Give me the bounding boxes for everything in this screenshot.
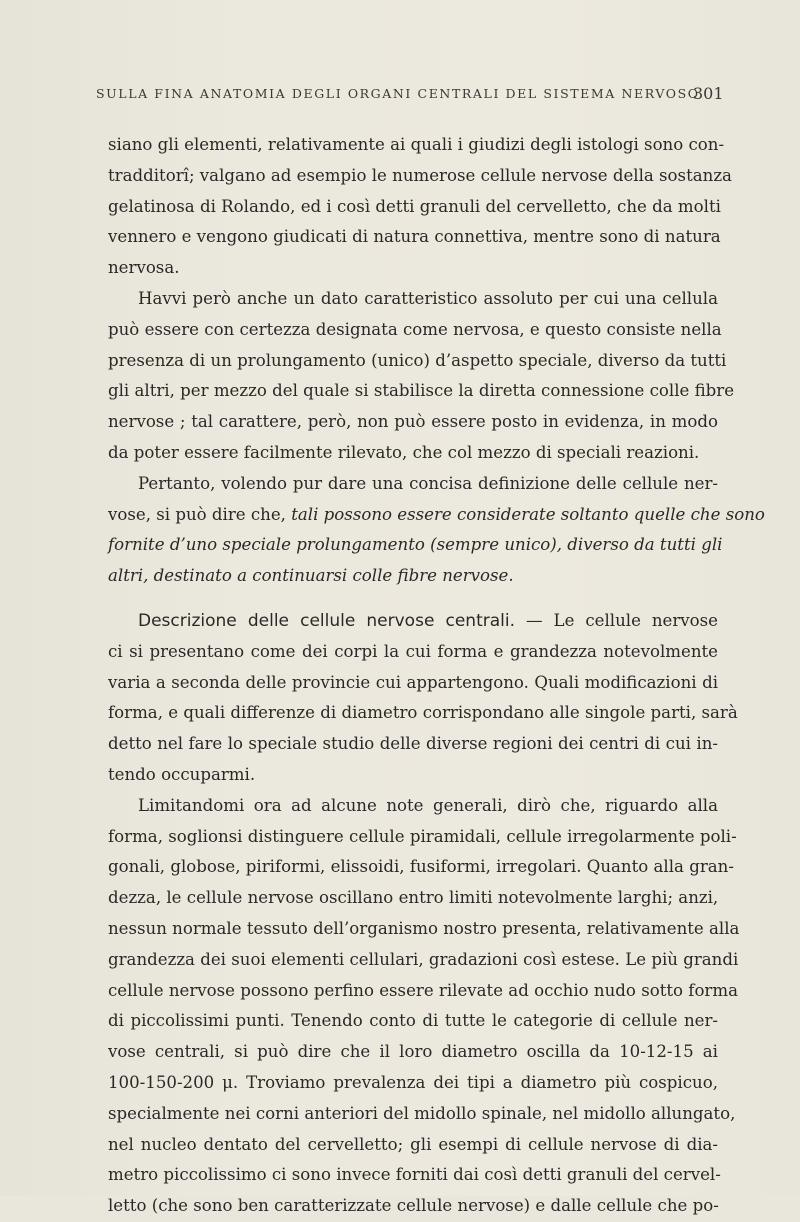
text-line [108,253,718,284]
text-run: nel nucleo dentato del cervelletto; gli esempi di cellule nervose di dia- [108,1134,718,1154]
text-run: Limitandomi ora ad alcune note generali, dirò che, riguardo alla [138,795,718,815]
italic-text: fornite d’uno speciale prolungamento (sempre unico), diverso da tutti gli [108,535,723,555]
running-title: SULLA FINA ANATOMIA DEGLI ORGANI CENTRALI DEL SISTEMA NERVOSO [96,86,700,101]
text-run: tradditorî; valgano ad esempio le numerose cellule nervose della sostanza [108,165,732,185]
text-run: Pertanto, volendo pur dare una concisa definizione delle cellule ner- [138,473,718,493]
text-run: gelatinosa di Rolando, ed i così detti granuli del cervelletto, che da molti [108,196,721,216]
text-line [108,1068,718,1099]
text-run: specialmente nei corni anteriori del midollo spinale, nel midollo allungato, [108,1103,736,1123]
text-run: grandezza dei suoi elementi cellulari, gradazioni così estese. Le più grandi [108,949,739,969]
text-run: da poter essere facilmente rilevato, che col mezzo di speciali reazioni. [108,442,700,462]
text-line [108,852,734,883]
text-line [108,376,735,407]
text-run: forma, soglionsi distinguere cellule piramidali, cellule irregolarmente poli- [108,826,737,846]
text-line [108,346,727,377]
text-line [108,1099,736,1130]
text-run: Havvi però anche un dato caratteristico assoluto per cui una cellula [138,288,718,308]
text-line [108,530,723,561]
text-line [108,945,739,976]
text-run: vose centrali, si può dire che il loro diametro oscilla da 10-12-15 ai [108,1042,718,1062]
text-run: 100-150-200 μ. Troviamo prevalenza dei tipi a diametro più cospicuo, [108,1072,718,1092]
text-run: metro piccolissimo ci sono invece forniti dai così detti granuli del cervel- [108,1165,721,1185]
text-run: nessun normale tessuto dell’organismo nostro presenta, relativamente alla [108,918,740,938]
text-run: vose, si può dire che, [108,504,292,524]
text-run: detto nel fare lo speciale studio delle diverse regioni dei centri di cui in- [108,734,718,754]
text-line [108,760,718,791]
text-line [108,729,718,760]
text-run: di piccolissimi punti. Tenendo conto di tutte le categorie di cellule ner- [108,1011,718,1031]
text-run: cellule nervose possono perfino essere rilevate ad occhio nudo sotto forma [108,980,738,1000]
text-line [108,791,718,822]
text-line [108,822,737,853]
text-run: presenza di un prolungamento (unico) d’aspetto speciale, diverso da tutti [108,350,727,370]
text-line [108,637,718,668]
text-line [108,130,725,161]
text-run: può essere con certezza designata come nervosa, e questo consiste nella [108,319,722,339]
text-line [108,500,765,531]
text-line [108,284,718,315]
section-gap [108,592,718,606]
text-line [108,161,732,192]
text-run: vennero e vengono giudicati di natura connettiva, mentre sono di natura [108,227,721,247]
text-line [108,1037,718,1068]
text-line [108,976,738,1007]
text-line [108,561,718,592]
text-run: ci si presentano come dei corpi la cui forma e grandezza notevolmente [108,641,718,661]
text-run: nervose ; tal carattere, però, non può essere posto in evidenza, in modo [108,412,718,432]
text-line [108,407,718,438]
text-run: varia a seconda delle provincie cui appartengono. Quali modificazioni di [108,672,718,692]
text-line [108,1006,718,1037]
text-line [108,668,718,699]
text-line [108,192,721,223]
text-run: gonali, globose, piriformi, elissoidi, fusiformi, irregolari. Quanto alla gran- [108,857,734,877]
section-heading: Descrizione delle cellule nervose centrali. [138,610,516,631]
text-line [108,883,718,914]
text-line [108,698,738,729]
text-run: gli altri, per mezzo del quale si stabilisce la diretta connessione colle fibre [108,381,735,401]
italic-text: tali possono essere considerate soltanto quelle che sono [291,504,765,524]
text-line [108,315,722,346]
body-text [108,130,765,1222]
text-run: siano gli elementi, relativamente ai quali i giudizi degli istologi sono con- [108,135,725,154]
text-run: tendo occuparmi. [108,764,256,784]
italic-text: altri, destinato a continuarsi colle fibre nervose. [108,566,514,586]
page-number: 301 [693,84,724,103]
text-line [108,606,718,637]
text-run: dezza, le cellule nervose oscillano entro limiti notevolmente larghi; anzi, [108,888,719,908]
text-run: nervosa. [108,258,180,278]
text-run: letto (che sono ben caratterizzate cellule nervose) e dalle cellule che po- [108,1196,719,1216]
text-line [108,1160,721,1191]
text-line [108,469,718,500]
text-line [108,1130,718,1161]
text-line [108,222,721,253]
text-run: — Le cellule nervose [515,610,719,630]
text-line [108,914,740,945]
text-line [108,438,718,469]
text-run: forma, e quali differenze di diametro corrispondano alle singole parti, sarà [108,703,738,723]
